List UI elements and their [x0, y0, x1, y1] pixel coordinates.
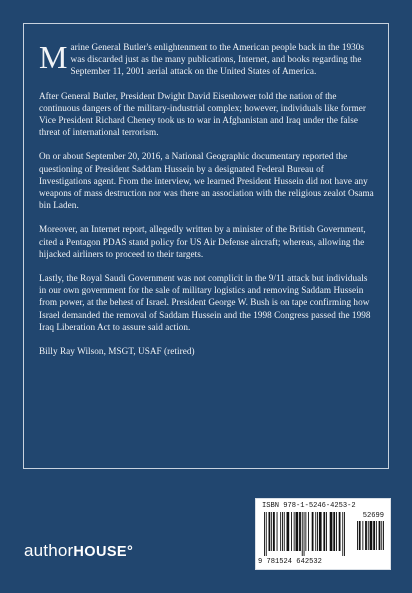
barcode-bar: [370, 521, 373, 550]
barcode-digits: 9 781524 642532: [258, 558, 322, 566]
barcode-bar: [291, 512, 292, 551]
ean-barcode: [264, 512, 354, 556]
barcode-bar: [336, 512, 337, 551]
barcode-bar: [368, 521, 369, 550]
barcode-bar: [357, 521, 358, 550]
barcode-bar: [296, 512, 299, 551]
barcode-bar: [277, 512, 278, 551]
barcode-bar: [315, 512, 316, 551]
barcode-bar: [376, 521, 377, 550]
barcode-bar: [342, 512, 343, 556]
blurb-paragraph-2: After General Butler, President Dwight David Eisenhower told the nation of the continuous dangers of the military-industrial complex; however, individuals like former Vice President Richard Cheney took us to war in Afghanistan and Iraq under the false threat of international terrorism.: [39, 90, 366, 138]
isbn-text: ISBN 978-1-5246-4253-2: [262, 502, 356, 510]
barcode-bar: [359, 521, 361, 550]
logo-mark: °: [126, 544, 134, 560]
barcode-bar: [379, 521, 381, 550]
barcode-bar: [271, 512, 272, 551]
barcode-bar: [280, 512, 281, 551]
barcode-bar: [299, 512, 301, 551]
barcode-bar: [323, 512, 325, 551]
barcode-bar: [294, 512, 295, 551]
barcode-bar: [381, 521, 382, 550]
barcode-bar: [273, 512, 275, 551]
blurb-panel: [23, 23, 389, 469]
barcode-bar: [282, 512, 283, 551]
barcode-bar: [319, 512, 322, 551]
barcode-bar: [326, 512, 327, 551]
blurb-paragraph-5: Lastly, the Royal Saudi Government was not complicit in the 9/11 attack but individuals in our own government for the sale of military logistics and removing Saddam Hussein from power, at the behest of Israel. President George W. Bush is on tape confirming how Israel demanded the removal of Saddam Hussein and the 1998 Congress passed the 1998 Iraq Liberation Act to assure said action.: [39, 273, 371, 332]
logo-author-text: author: [24, 541, 74, 560]
barcode-bar: [308, 512, 309, 551]
barcode-bar: [264, 512, 265, 556]
author-signature: Billy Ray Wilson, MSGT, USAF (retired): [39, 346, 195, 357]
barcode-bar: [333, 512, 335, 551]
barcode-bar: [312, 512, 314, 551]
drop-cap: M: [39, 39, 68, 75]
blurb-paragraph-1: [39, 41, 374, 78]
barcode-bar: [317, 512, 318, 551]
barcode-bar: [287, 512, 290, 551]
barcode-bar: [302, 512, 303, 556]
paragraph-text: arine General Butler's enlightenment to the American people back in the 1930s was discarded just as the many publications, Internet, and books regarding the September 11, 2001 aerial attack on the United States of America.: [70, 42, 365, 77]
barcode-bar: [344, 512, 345, 556]
barcode-bar: [266, 512, 267, 556]
addon-code: 52699: [362, 512, 384, 520]
barcode-bar: [304, 512, 305, 556]
barcode-bar: [373, 521, 375, 550]
barcode-bar: [284, 512, 285, 551]
barcode-bar: [339, 512, 341, 551]
barcode-bar: [330, 512, 333, 551]
blurb-paragraph-3: On or about September 20, 2016, a National Geographic documentary reported the questioning of President Saddam Hussein by a designated Federal Bureau of Investigations agent. From the interview, we learned President Hussein did not have any weapons of mass destruction nor was there an association with the religious zealot Osama bin Laden.: [39, 151, 374, 211]
logo-house-text: HOUSE: [73, 544, 127, 560]
barcode-label: [255, 498, 391, 570]
barcode-bar: [305, 512, 306, 551]
publisher-logo: [24, 541, 133, 561]
barcode-bar: [383, 521, 384, 550]
barcode-bar: [362, 521, 363, 550]
barcode-bar: [269, 512, 271, 551]
blurb-paragraph-4: Moreover, an Internet report, allegedly written by a minister of the British Government, cited a Pentagon PDAS stand policy for US Air Defense aircraft; whereas, allowing the hijacked airliners to proceed to their targets.: [39, 224, 366, 259]
barcode-bar: [365, 521, 367, 550]
addon-barcode: [357, 521, 385, 555]
